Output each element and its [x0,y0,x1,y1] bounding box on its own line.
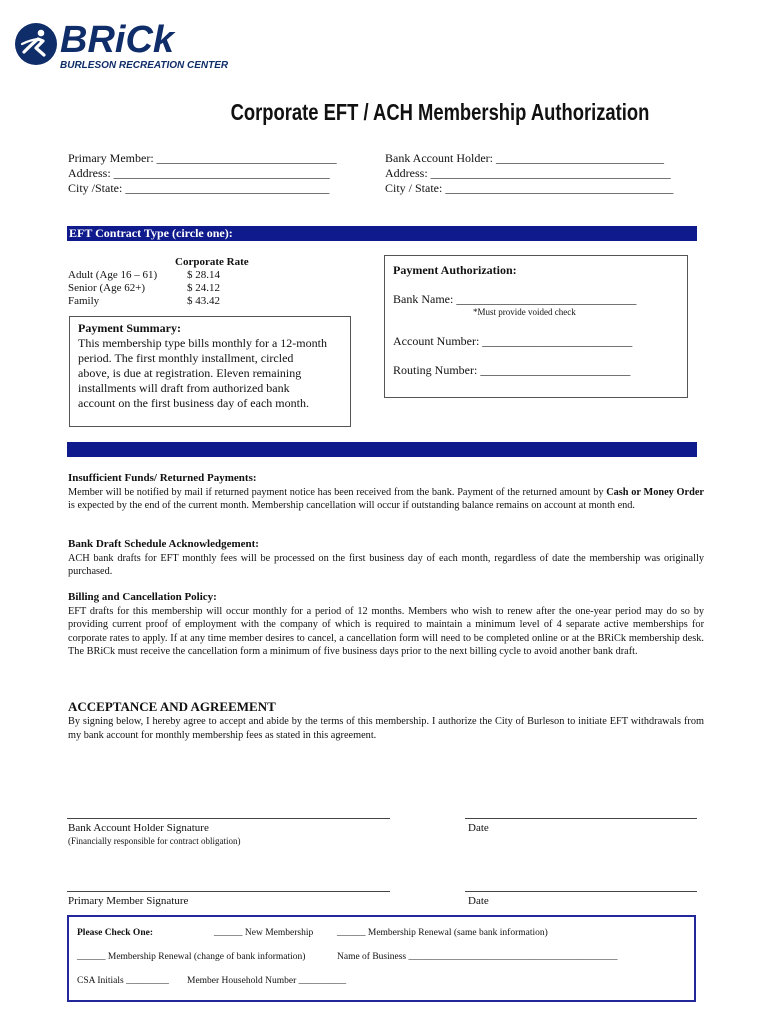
insufficient-funds-heading: Insufficient Funds/ Returned Payments: [68,472,257,484]
payment-summary-box [69,316,351,427]
cash-money-order-text: Cash or Money Order [606,486,704,498]
member-city-state-field[interactable]: City /State: __________________________________ [68,181,330,195]
payment-summary-line: above, is due at registration. Eleven remaining [78,366,302,380]
date-label-2: Date [468,895,489,907]
rate-type-adult[interactable]: Adult (Age 16 – 61) [68,269,158,281]
member-signature-label: Primary Member Signature [68,895,189,907]
rate-type-senior[interactable]: Senior (Age 62+) [68,282,146,294]
bank-holder-address-field[interactable]: Address: ________________________________________ [385,166,671,180]
bank-name-field[interactable]: Bank Name: ______________________________ [393,292,637,306]
payment-authorization-heading: Payment Authorization: [393,263,517,277]
insufficient-funds-section [68,472,704,513]
bank-holder-city-state-field[interactable]: City / State: ______________________________________ [385,181,674,195]
office-use-box [67,915,696,1002]
payment-summary-heading: Payment Summary: [78,321,181,335]
logo-wordmark: BRiCk [60,19,175,61]
rate-value-family[interactable]: $ 43.42 [187,295,220,307]
member-address-field[interactable]: Address: ____________________________________ [68,166,330,180]
payment-summary-line: installments will draft from authorized bank [78,381,290,395]
payment-summary-line: period. The first monthly installment, circled [78,351,294,365]
holder-signature-line[interactable] [67,818,390,819]
draft-schedule-heading: Bank Draft Schedule Acknowledgement: [68,538,259,550]
date-label-1: Date [468,822,489,834]
please-check-label: Please Check One: [77,928,153,938]
insufficient-funds-text-end: is expected by the end of the current month. Membership cancellation will occur if outstanding balance remains on account at month end. [68,500,636,511]
member-signature-line[interactable] [67,891,390,892]
payment-authorization-box [384,255,688,398]
renewal-change-bank-option[interactable]: ______ Membership Renewal (change of bank information) [77,952,306,962]
billing-policy-heading: Billing and Cancellation Policy: [68,591,217,603]
billing-policy-section [68,591,704,659]
acceptance-heading: ACCEPTANCE AND AGREEMENT [68,699,276,714]
rate-value-adult[interactable]: $ 28.14 [187,269,220,281]
rate-type-family[interactable]: Family [68,295,100,307]
payment-summary-line: This membership type bills monthly for a 12-month [78,336,327,350]
contract-type-bar: EFT Contract Type (circle one): [67,226,697,241]
bank-holder-field[interactable]: Bank Account Holder: ____________________________ [385,151,664,165]
csa-initials-field[interactable]: CSA Initials _________ [77,976,169,986]
page-title: Corporate EFT / ACH Membership Authorization [230,99,650,125]
account-number-field[interactable]: Account Number: _________________________ [393,334,633,348]
holder-signature-note: (Financially responsible for contract obligation) [68,836,241,846]
rate-header: Corporate Rate [175,256,249,268]
billing-policy-text: EFT drafts for this membership will occur monthly for a period of 12 months. Members who wish to renew after the one-year period may do so by providing current proof of employment with the company of which is required to maintain a minimum level of 4 separate active memberships for corporate rates to apply. If at any time member desires to cancel, a cancellation form will need to be completed online or at the BRiCk membership desk. The BRiCk must receive the cancellation form a minimum of five business days prior to the next billing cycle to avoid another bank draft. [68,605,704,657]
section-divider-bar [67,442,697,457]
draft-schedule-text: ACH bank drafts for EFT monthly fees will be processed on the first business day of each month, regardless of date the membership was originally purchased. [68,552,704,577]
business-name-field[interactable]: Name of Business ____________________________________________ [337,952,618,962]
household-number-field[interactable]: Member Household Number __________ [187,976,347,986]
draft-schedule-section [68,538,704,579]
primary-member-field[interactable]: Primary Member: ______________________________ [68,151,337,165]
logo-mark-icon [14,22,58,66]
acceptance-text: By signing below, I hereby agree to accept and abide by the terms of this membership. I authorize the City of Burleson to initiate EFT withdrawals from my bank account for monthly membership fees as stated in this agreement. [68,716,704,741]
date-line-1[interactable] [465,818,697,819]
new-membership-option[interactable]: ______ New Membership [214,928,314,938]
logo-subtitle: BURLESON RECREATION CENTER [60,60,229,71]
payment-summary-line: account on the first business day of each month. [78,396,309,410]
rate-value-senior[interactable]: $ 24.12 [187,282,220,294]
renewal-same-bank-option[interactable]: ______ Membership Renewal (same bank information) [337,928,548,938]
routing-number-field[interactable]: Routing Number: _________________________ [393,363,631,377]
date-line-2[interactable] [465,891,697,892]
voided-check-note: *Must provide voided check [473,307,576,317]
holder-signature-label: Bank Account Holder Signature [68,822,209,834]
insufficient-funds-text: Member will be notified by mail if returned payment notice has been received from the bank. Payment of the returned amount by [68,486,607,498]
